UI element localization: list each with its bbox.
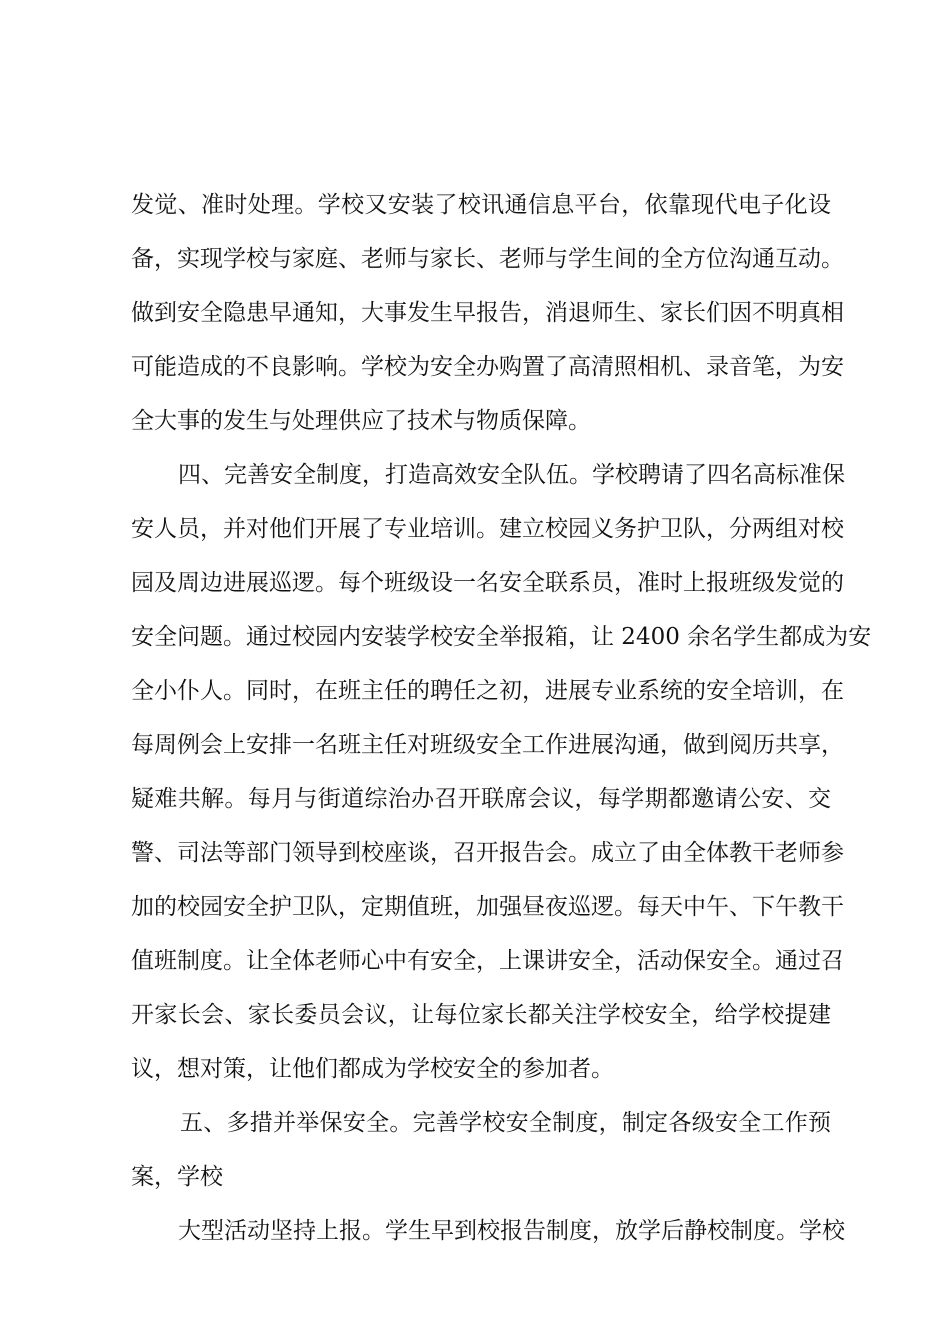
text-line: 可能造成的不良影响。学校为安全办购置了高清照相机、录音笔，为安: [131, 354, 844, 380]
text-line: 值班制度。让全体老师心中有安全，上课讲安全，活动保安全。通过召: [131, 948, 844, 974]
text-line: 做到安全隐患早通知，大事发生早报告，消退师生、家长们因不明真相: [131, 300, 844, 326]
text-line: 全小仆人。同时，在班主任的聘任之初，进展专业系统的安全培训，在: [131, 678, 844, 704]
text-line: 开家长会、家长委员会议，让每位家长都关注学校安全，给学校提建: [131, 1002, 831, 1028]
text-line: 疑难共解。每月与街道综治办召开联席会议，每学期都邀请公安、交: [131, 786, 831, 812]
text-line: 警、司法等部门领导到校座谈，召开报告会。成立了由全体教干老师参: [131, 840, 844, 866]
paragraph-heading-line: 五、多措并举保安全。完善学校安全制度，制定各级安全工作预: [180, 1110, 831, 1136]
text-line: 安全问题。通过校园内安装学校安全举报箱，让 2400 余名学生都成为安: [131, 624, 872, 650]
text-line: 园及周边进展巡逻。每个班级设一名安全联系员，准时上报班级发觉的: [131, 570, 844, 596]
text-line: 发觉、准时处理。学校又安装了校讯通信息平台，依靠现代电子化设: [131, 192, 831, 218]
text-line: 备，实现学校与家庭、老师与家长、老师与学生间的全方位沟通互动。: [131, 246, 844, 272]
text-line: 加的校园安全护卫队，定期值班，加强昼夜巡逻。每天中午、下午教干: [131, 894, 844, 920]
paragraph-heading-line: 四、完善安全制度，打造高效安全队伍。学校聘请了四名高标准保: [178, 462, 845, 488]
text-line: 每周例会上安排一名班主任对班级安全工作进展沟通，做到阅历共享，: [131, 732, 844, 758]
text-line: 大型活动坚持上报。学生早到校报告制度，放学后静校制度。学校: [178, 1218, 845, 1244]
text-line: 案，学校: [131, 1164, 223, 1190]
text-line: 全大事的发生与处理供应了技术与物质保障。: [131, 408, 591, 434]
text-line: 议，想对策，让他们都成为学校安全的参加者。: [131, 1056, 614, 1082]
text-line: 安人员，并对他们开展了专业培训。建立校园义务护卫队，分两组对校: [131, 516, 844, 542]
